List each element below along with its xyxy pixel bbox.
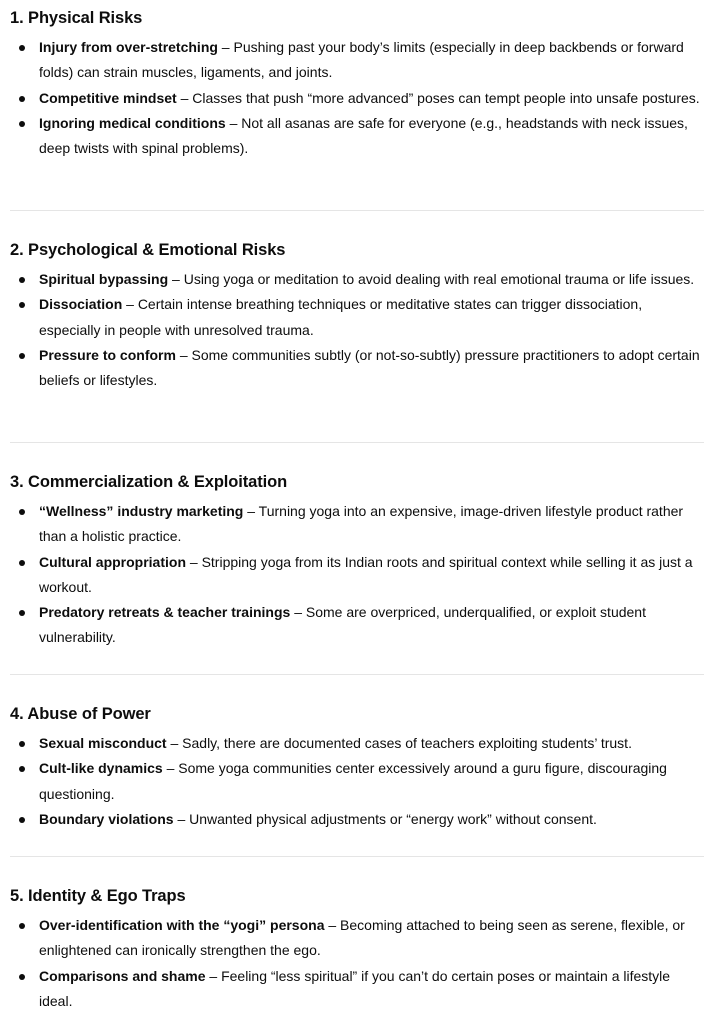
list-item (10, 731, 704, 756)
bullet-dot-icon (19, 610, 25, 616)
item-description: – Unwanted physical adjustments or “energy work” without consent. (173, 810, 597, 827)
section-commercialization (10, 471, 704, 651)
item-term: Cult-like dynamics (39, 760, 163, 777)
item-description: – Sadly, there are documented cases of teachers exploiting students’ trust. (166, 735, 632, 751)
item-term: Predatory retreats & teacher trainings (39, 604, 291, 621)
bullet-dot-icon (19, 817, 25, 823)
bullet-dot-icon (19, 45, 25, 51)
list-item (10, 292, 704, 343)
bullet-dot-icon (19, 766, 25, 772)
list-item (10, 86, 704, 111)
item-term: Sexual misconduct (39, 735, 167, 751)
list-item (10, 756, 704, 807)
section-heading: 5. Identity & Ego Traps (10, 887, 186, 905)
bullet-dot-icon (19, 277, 25, 283)
bullet-list (10, 499, 704, 651)
item-description: – Using yoga or meditation to avoid dealing with real emotional trauma or life issues. (168, 271, 695, 287)
bullet-list (10, 731, 704, 832)
bullet-list (10, 35, 704, 161)
item-term: Over-identification with the “yogi” persona (39, 917, 325, 933)
list-item (10, 111, 704, 162)
section-heading: 4. Abuse of Power (10, 705, 151, 723)
item-term: Pressure to conform (39, 346, 176, 363)
item-description: – Feeling “less spiritual” if you can’t do certain poses or maintain a lifestyle ideal. (39, 967, 671, 1009)
item-description: – Pushing past your body’s limits (especially in deep backbends or forward folds) can strain muscles, ligaments, and joints. (39, 39, 684, 81)
item-description: – Some yoga communities center excessively around a guru figure, discouraging questioning. (39, 760, 667, 802)
section-abuse-of-power (10, 703, 704, 832)
item-term: Dissociation (39, 296, 123, 313)
item-description: – Certain intense breathing techniques or meditative states can trigger dissociation, especially in people with unresolved trauma. (39, 296, 643, 338)
bullet-list (10, 267, 704, 393)
list-item (10, 807, 704, 832)
item-term: Competitive mindset (39, 89, 177, 106)
list-item (10, 600, 704, 651)
item-description: – Stripping yoga from its Indian roots and spiritual context while selling it as just a workout. (39, 553, 693, 595)
item-description: – Not all asanas are safe for everyone (e.g., headstands with neck issues, deep twists with spinal problems). (39, 114, 688, 157)
item-description: – Turning yoga into an expensive, image-driven lifestyle product rather than a holistic practice. (39, 503, 684, 545)
bullet-dot-icon (19, 923, 25, 929)
item-term: Cultural appropriation (39, 553, 186, 570)
bullet-dot-icon (19, 302, 25, 308)
bullet-dot-icon (19, 509, 25, 515)
item-term: Spiritual bypassing (39, 271, 169, 287)
list-item (10, 267, 704, 292)
bullet-list (10, 913, 704, 1014)
section-divider (10, 210, 704, 211)
bullet-dot-icon (19, 353, 25, 359)
item-term: Boundary violations (39, 810, 174, 827)
bullet-dot-icon (19, 96, 25, 102)
section-psychological-risks (10, 239, 704, 393)
bullet-dot-icon (19, 741, 25, 747)
item-term: Comparisons and shame (39, 967, 206, 984)
item-description: – Becoming attached to being seen as serene, flexible, or enlightened can ironically strengthen the ego. (39, 917, 685, 959)
section-divider (10, 442, 704, 443)
section-heading: 1. Physical Risks (10, 9, 143, 27)
list-item (10, 913, 704, 964)
item-term: Ignoring medical conditions (39, 114, 226, 131)
list-item (10, 964, 704, 1015)
item-term: “Wellness” industry marketing (39, 503, 244, 519)
section-heading: 2. Psychological & Emotional Risks (10, 241, 286, 259)
bullet-dot-icon (19, 974, 25, 980)
section-physical-risks (10, 7, 704, 161)
bullet-dot-icon (19, 121, 25, 127)
item-description: – Classes that push “more advanced” poses can tempt people into unsafe postures. (176, 89, 700, 106)
item-description: – Some are overpriced, underqualified, or exploit student vulnerability. (39, 604, 646, 646)
item-description: – Some communities subtly (or not-so-subtly) pressure practitioners to adopt certain beliefs or lifestyles. (39, 346, 700, 389)
section-heading: 3. Commercialization & Exploitation (10, 473, 288, 491)
bullet-dot-icon (19, 560, 25, 566)
list-item (10, 550, 704, 601)
item-term: Injury from over-stretching (39, 39, 218, 55)
section-identity-ego-traps (10, 885, 704, 1014)
list-item (10, 343, 704, 394)
section-divider (10, 674, 704, 675)
list-item (10, 35, 704, 86)
section-divider (10, 856, 704, 857)
list-item (10, 499, 704, 550)
